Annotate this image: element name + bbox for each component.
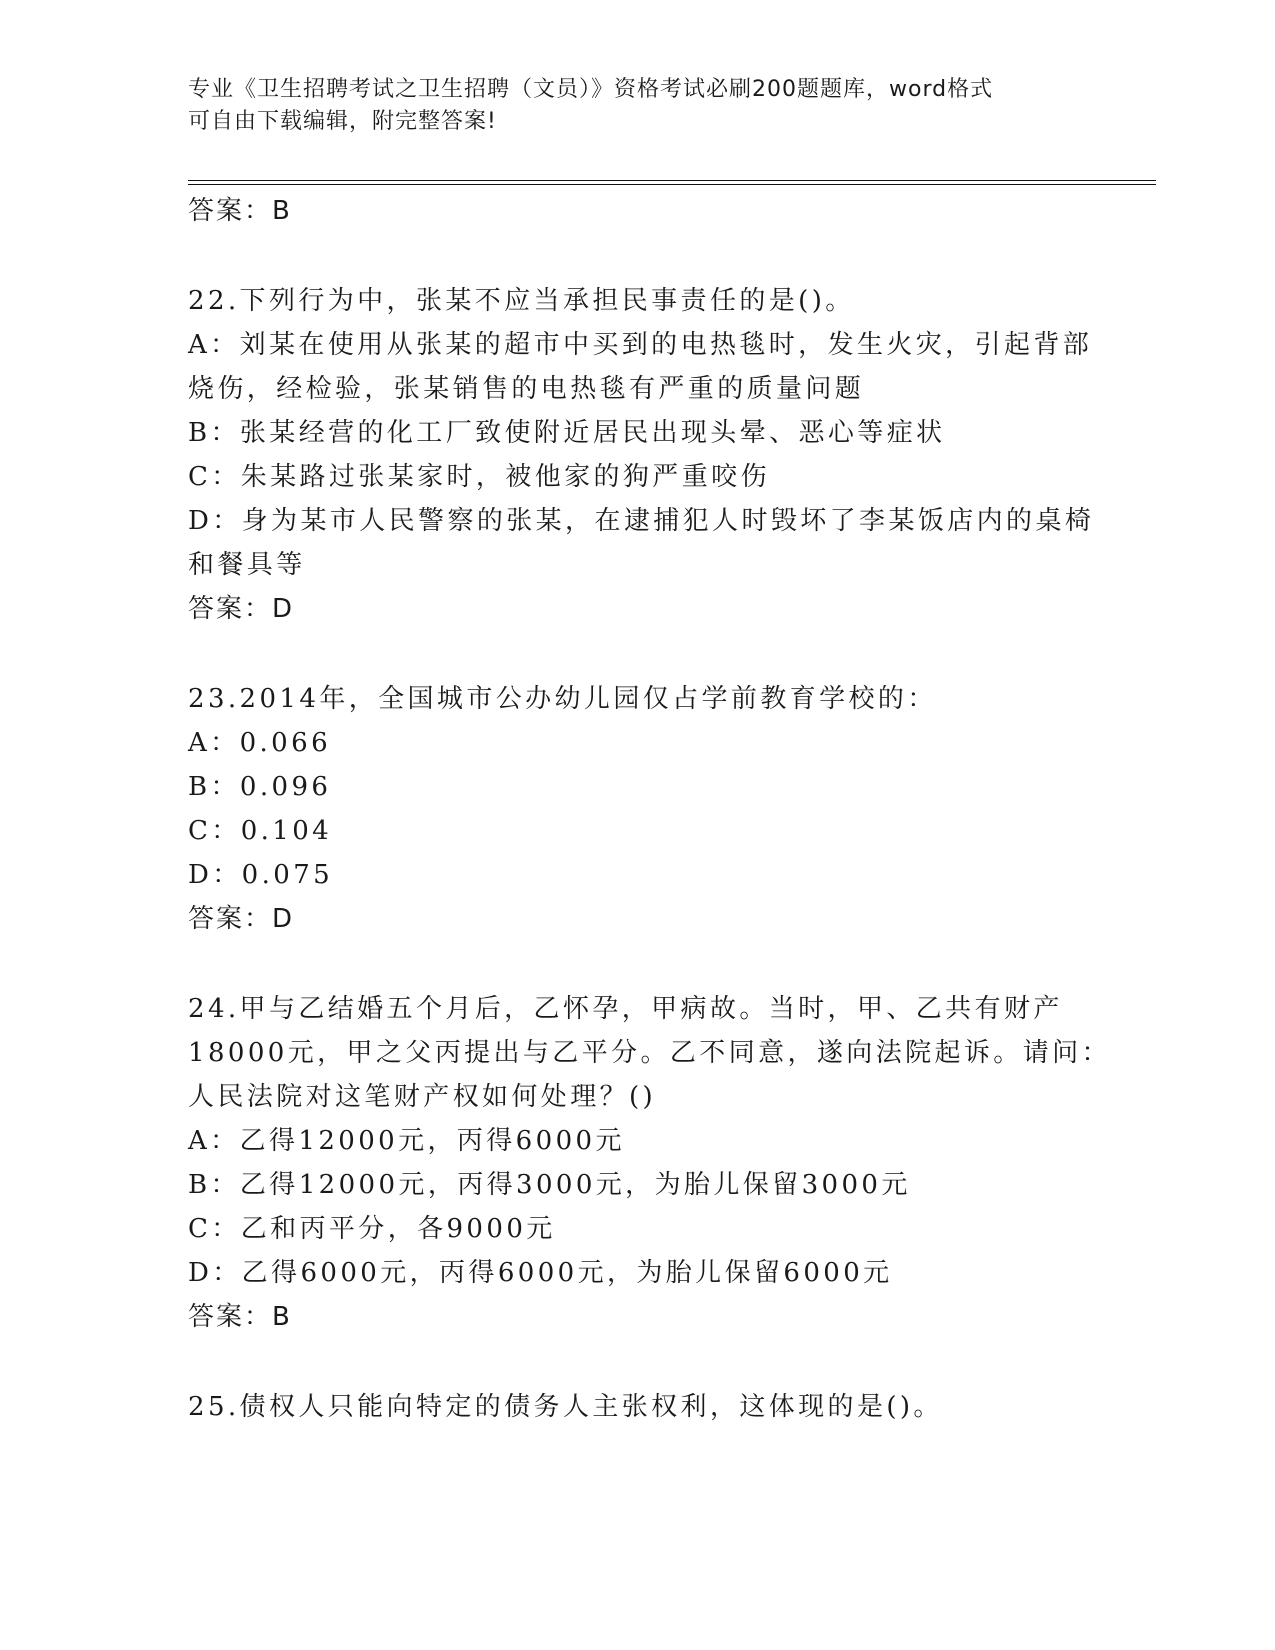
question-23-option-a: A：0.066 (188, 728, 332, 758)
question-22-option-d-line2: 和餐具等 (188, 550, 306, 580)
question-23-option-b: B：0.096 (188, 772, 332, 802)
header-divider-bottom (188, 184, 1156, 185)
answer-q24: 答案：B (188, 1302, 292, 1332)
question-23-option-d: D：0.075 (188, 860, 334, 890)
question-23-option-c: C：0.104 (188, 816, 333, 846)
question-22-option-c: C：朱某路过张某家时，被他家的狗严重咬伤 (188, 462, 770, 492)
header-title-line1: 专业《卫生招聘考试之卫生招聘（文员）》资格考试必刷200题题库，word格式 (188, 77, 994, 102)
question-22-stem: 22.下列行为中，张某不应当承担民事责任的是()。 (188, 286, 855, 316)
answer-q21: 答案：B (188, 196, 292, 226)
question-22-option-b: B：张某经营的化工厂致使附近居民出现头晕、恶心等症状 (188, 418, 946, 448)
answer-q22: 答案：D (188, 594, 295, 624)
header-divider-top (188, 180, 1156, 181)
question-24-option-d: D：乙得6000元，丙得6000元，为胎儿保留6000元 (188, 1258, 893, 1288)
question-22-option-a-line2: 烧伤，经检验，张某销售的电热毯有严重的质量问题 (188, 374, 865, 404)
answer-q23: 答案：D (188, 904, 295, 934)
question-24-stem-line3: 人民法院对这笔财产权如何处理？() (188, 1082, 657, 1112)
header-title-line2: 可自由下载编辑，附完整答案! (188, 109, 497, 134)
question-23-stem: 23.2014年，全国城市公办幼儿园仅占学前教育学校的： (188, 684, 937, 714)
question-24-option-b: B：乙得12000元，丙得3000元，为胎儿保留3000元 (188, 1170, 911, 1200)
question-22-option-d-line1: D：身为某市人民警察的张某，在逮捕犯人时毁坏了李某饭店内的桌椅 (188, 506, 1095, 536)
question-24-stem-line2: 18000元，甲之父丙提出与乙平分。乙不同意，遂向法院起诉。请问： (188, 1038, 1111, 1068)
document-header (188, 74, 1068, 138)
question-24-option-c: C：乙和丙平分，各9000元 (188, 1214, 556, 1244)
question-24-option-a: A：乙得12000元，丙得6000元 (188, 1126, 625, 1156)
question-22-option-a-line1: A：刘某在使用从张某的超市中买到的电热毯时，发生火灾，引起背部 (188, 330, 1093, 360)
question-25-stem: 25.债权人只能向特定的债务人主张权利，这体现的是()。 (188, 1392, 943, 1422)
question-24-stem-line1: 24.甲与乙结婚五个月后，乙怀孕，甲病故。当时，甲、乙共有财产 (188, 994, 1063, 1024)
